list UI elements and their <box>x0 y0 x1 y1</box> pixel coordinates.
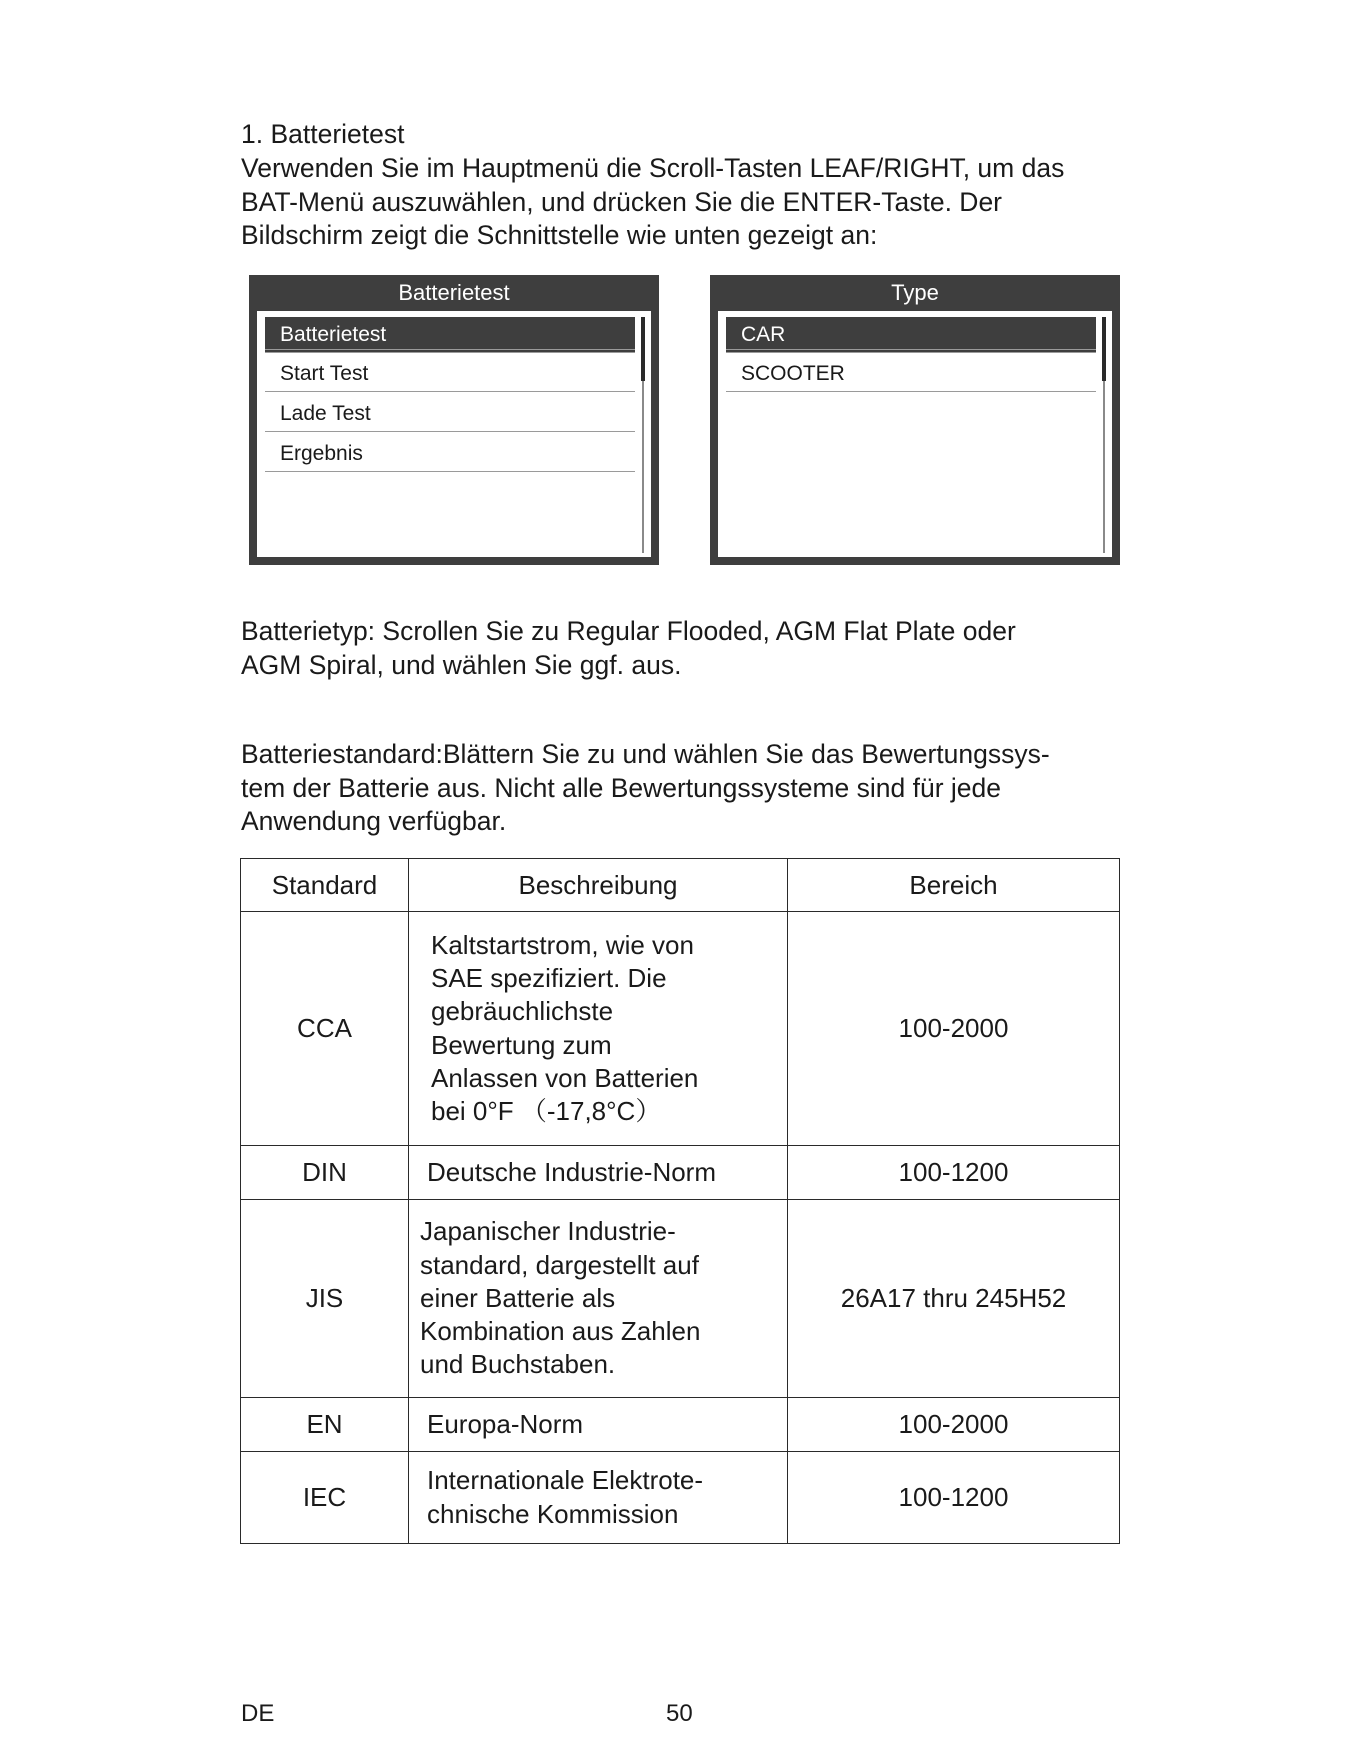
description-line: Kombination aus Zahlen <box>420 1316 701 1347</box>
scrollbar-thumb[interactable] <box>641 317 645 381</box>
description-cell <box>409 1200 788 1398</box>
battery-standard-line: Anwendung verfügbar. <box>241 806 507 836</box>
table-row <box>241 912 1120 1146</box>
battery-standard-line: Batteriestandard:Blättern Sie zu und wählen Sie das Bewertungssys- <box>241 739 1050 769</box>
battery-standards-table <box>240 858 1120 1544</box>
page-number: 50 <box>666 1700 693 1727</box>
menu-item-car[interactable]: CAR <box>726 317 1096 353</box>
description-line: bei 0°F （-17,8°C） <box>431 1096 662 1127</box>
description-cell <box>409 912 788 1146</box>
screen-title: Batterietest <box>398 280 510 305</box>
description-line: Anlassen von Batterien <box>431 1062 699 1093</box>
menu-item-ergebnis[interactable]: Ergebnis <box>265 436 635 472</box>
description-line: gebräuchlichste <box>431 996 614 1027</box>
menu-item-start-test[interactable]: Start Test <box>265 356 635 392</box>
table-row <box>241 1200 1120 1398</box>
table-row <box>241 1398 1120 1452</box>
description-cell <box>409 1452 788 1544</box>
menu-panel <box>718 311 1112 557</box>
description-line: und Buchstaben. <box>420 1349 616 1380</box>
table-row <box>241 1146 1120 1200</box>
column-header-beschreibung: Beschreibung <box>409 859 788 912</box>
description-line: Kaltstartstrom, wie von <box>431 929 694 960</box>
range-cell: 26A17 thru 245H52 <box>788 1200 1120 1398</box>
description-cell <box>409 1398 788 1452</box>
menu-item-batterietest[interactable]: Batterietest <box>265 317 635 353</box>
intro-line: BAT-Menü auszuwählen, und drücken Sie die ENTER-Taste. Der <box>241 186 1003 217</box>
column-header-bereich: Bereich <box>788 859 1120 912</box>
battery-type-line: AGM Spiral, und wählen Sie ggf. aus. <box>241 649 682 680</box>
menu-item-lade-test[interactable]: Lade Test <box>265 396 635 432</box>
intro-line: Verwenden Sie im Hauptmenü die Scroll-Tasten LEAF/RIGHT, um das <box>241 153 1065 183</box>
standard-cell: DIN <box>241 1146 409 1200</box>
table-row <box>241 1452 1120 1544</box>
intro-line: Bildschirm zeigt die Schnittstelle wie unten gezeigt an: <box>241 220 878 250</box>
menu-panel <box>257 311 651 557</box>
description-line: SAE spezifiziert. Die <box>431 962 667 993</box>
description-line: Internationale Elektrote- <box>427 1465 704 1496</box>
battery-standard-line: tem der Batterie aus. Nicht alle Bewertungssysteme sind für jede <box>241 772 1002 803</box>
menu-item-scooter[interactable]: SCOOTER <box>726 356 1096 392</box>
description-line: Bewertung zum <box>431 1029 612 1060</box>
description-line: einer Batterie als <box>420 1282 616 1313</box>
description-cell <box>409 1146 788 1200</box>
description-line: standard, dargestellt auf <box>420 1249 699 1280</box>
standard-cell: CCA <box>241 912 409 1146</box>
battery-standard-paragraph <box>241 738 1141 839</box>
description-line: Japanischer Industrie- <box>420 1216 676 1247</box>
range-cell: 100-2000 <box>788 912 1120 1146</box>
description-line: Europa-Norm <box>427 1409 584 1439</box>
range-cell: 100-1200 <box>788 1452 1120 1544</box>
table-header-row <box>241 859 1120 912</box>
scrollbar-thumb[interactable] <box>1102 317 1106 381</box>
type-screen <box>710 275 1120 565</box>
intro-paragraph <box>241 152 1141 253</box>
range-cell: 100-2000 <box>788 1398 1120 1452</box>
standard-cell: JIS <box>241 1200 409 1398</box>
screen-title: Type <box>891 280 939 305</box>
batterietest-screen <box>249 275 659 565</box>
description-line: Deutsche Industrie-Norm <box>427 1157 716 1187</box>
description-line: chnische Kommission <box>427 1498 679 1529</box>
section-heading: 1. Batterietest <box>241 119 405 149</box>
footer-language: DE <box>241 1700 275 1727</box>
range-cell: 100-1200 <box>788 1146 1120 1200</box>
battery-type-line: Batterietyp: Scrollen Sie zu Regular Flooded, AGM Flat Plate oder <box>241 616 1016 646</box>
column-header-standard: Standard <box>241 859 409 912</box>
standard-cell: IEC <box>241 1452 409 1544</box>
battery-type-paragraph <box>241 615 1141 682</box>
standard-cell: EN <box>241 1398 409 1452</box>
